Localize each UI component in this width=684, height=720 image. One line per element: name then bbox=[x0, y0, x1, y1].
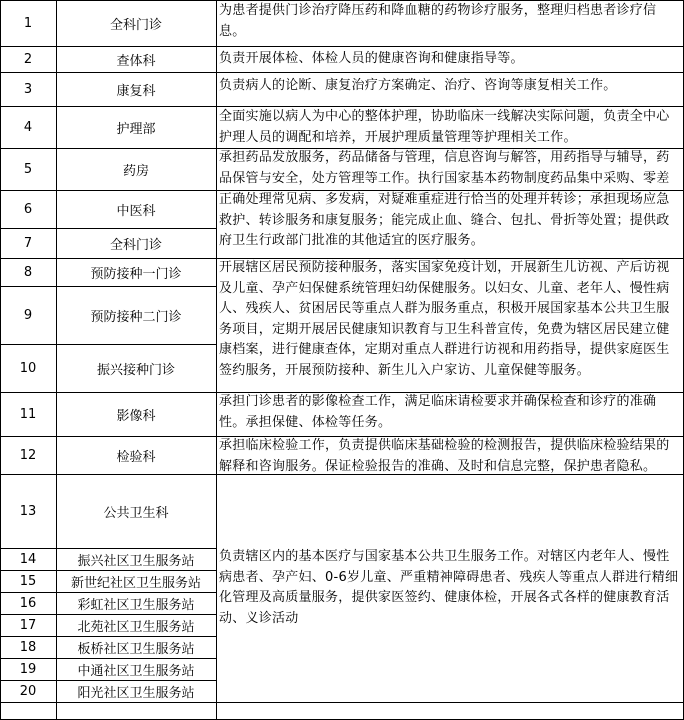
row-number: 6 bbox=[23, 201, 33, 217]
department-name: 全科门诊 bbox=[109, 17, 162, 33]
department-description: 为患者提供门诊治疗降压药和降血糖的药物诊疗服务，整理归档患者诊疗信息。 bbox=[219, 3, 657, 39]
department-name: 板桥社区卫生服务站 bbox=[77, 641, 195, 657]
grid-line bbox=[0, 636, 217, 637]
department-name: 药房 bbox=[122, 163, 149, 179]
row-number: 17 bbox=[19, 617, 37, 633]
row-number: 15 bbox=[19, 573, 37, 589]
department-name: 全科门诊 bbox=[109, 237, 162, 253]
department-name: 影像科 bbox=[116, 408, 156, 424]
department-description: 承担药品发放服务，药品储备与管理，信息咨询与解答，用药指导与辅导，药品保管与安全，处方管理等工作。执行国家基本药物制度药品集中采购、零差 bbox=[219, 150, 670, 186]
grid-line bbox=[0, 392, 684, 393]
department-description: 负责开展体检、体检人员的健康咨询和健康指导等。 bbox=[219, 51, 524, 66]
department-description: 全面实施以病人为中心的整体护理，协助临床一线解决实际问题，负责全中心护理人员的调配和培养，开展护理质量管理等护理相关工作。 bbox=[219, 109, 670, 145]
row-number: 8 bbox=[23, 264, 33, 280]
row-number: 4 bbox=[23, 119, 33, 135]
row-number: 1 bbox=[23, 15, 33, 31]
grid-line bbox=[0, 106, 684, 107]
grid-line bbox=[0, 46, 684, 47]
grid-line bbox=[0, 548, 217, 549]
department-description: 负责辖区内的基本医疗与国家基本公共卫生服务工作。对辖区内老年人、慢性病患者、孕产妇、0-6岁儿童、严重精神障碍患者、残疾人等重点人群进行精细化管理及高质量服务，提供家医签约、健康体检，开展各式各样的健康教育活动、义诊活动 bbox=[219, 549, 679, 626]
grid-line bbox=[0, 0, 1, 720]
department-name: 预防接种一门诊 bbox=[90, 266, 182, 282]
department-name: 预防接种二门诊 bbox=[90, 309, 182, 325]
department-name: 新世纪社区卫生服务站 bbox=[70, 575, 201, 591]
department-description: 承担临床检验工作，负责提供临床基础检验的检测报告，提供临床检验结果的解释和咨询服务。保证检验报告的准确、及时和信息完整，保护患者隐私。 bbox=[219, 438, 670, 474]
department-name: 中通社区卫生服务站 bbox=[77, 663, 195, 679]
department-description: 开展辖区居民预防接种服务，落实国家免疫计划，开展新生儿访视、产后访视及儿童、孕产妇保健系统管理妇幼保健服务。以妇女、儿童、老年人、慢性病人、残疾人、贫困居民等重点人群为服务重点，积极开展国家基本公共卫生服务项目，定期开展居民健康知识教育与卫生科普宣传，免费为辖区居民建立健康档案，进行健康查体，定期对重点人群进行访视和用药指导，提供家庭医生签约服务，开展预防接种、新生儿入户家访、儿童保健等服务。 bbox=[219, 260, 670, 378]
grid-line bbox=[0, 258, 684, 259]
department-name: 检验科 bbox=[116, 449, 156, 465]
department-name: 北苑社区卫生服务站 bbox=[77, 619, 195, 635]
row-number: 12 bbox=[19, 447, 37, 463]
department-description: 正确处理常见病、多发病，对疑难重症进行恰当的处理并转诊；承担现场应急救护、转诊服务和康复服务；能完成止血、缝合、包扎、骨折等处置；提供政府卫生行政部门批准的其他适宜的医疗服务。 bbox=[219, 192, 670, 248]
grid-line bbox=[0, 570, 217, 571]
row-number: 3 bbox=[23, 81, 33, 97]
department-name: 阳光社区卫生服务站 bbox=[77, 685, 195, 701]
department-name: 公共卫生科 bbox=[103, 505, 169, 521]
grid-line bbox=[0, 344, 217, 345]
row-number: 14 bbox=[19, 551, 37, 567]
grid-line bbox=[0, 702, 684, 703]
grid-line bbox=[0, 436, 684, 437]
grid-line bbox=[0, 72, 684, 73]
department-description: 负责病人的论断、康复治疗方案确定、治疗、咨询等康复相关工作。 bbox=[219, 78, 617, 93]
department-name: 振兴接种门诊 bbox=[96, 362, 175, 378]
grid-line bbox=[0, 474, 684, 475]
grid-line bbox=[0, 148, 684, 149]
grid-line bbox=[0, 658, 217, 659]
grid-line bbox=[0, 286, 217, 287]
department-name: 中医科 bbox=[116, 203, 156, 219]
department-name: 查体科 bbox=[116, 53, 156, 69]
row-number: 16 bbox=[19, 595, 37, 611]
row-number: 10 bbox=[19, 360, 37, 376]
grid-line bbox=[0, 190, 684, 191]
row-number: 13 bbox=[19, 503, 37, 519]
row-number: 5 bbox=[23, 161, 33, 177]
department-name: 康复科 bbox=[116, 83, 156, 99]
row-number: 7 bbox=[23, 235, 33, 251]
row-number: 19 bbox=[19, 661, 37, 677]
row-number: 9 bbox=[23, 307, 33, 323]
row-number: 18 bbox=[19, 639, 37, 655]
department-name: 护理部 bbox=[116, 121, 156, 137]
row-number: 20 bbox=[19, 683, 37, 699]
department-description: 承担门诊患者的影像检查工作，满足临床请检要求并确保检查和诊疗的准确性。承担保健、体检等任务。 bbox=[219, 394, 657, 430]
row-number: 2 bbox=[23, 51, 33, 67]
grid-line bbox=[0, 680, 217, 681]
grid-line bbox=[216, 0, 217, 720]
grid-line bbox=[0, 228, 217, 229]
grid-line bbox=[0, 614, 217, 615]
grid-line bbox=[0, 0, 684, 1]
row-number: 11 bbox=[19, 406, 37, 422]
department-name: 振兴社区卫生服务站 bbox=[77, 553, 195, 569]
grid-line bbox=[0, 592, 217, 593]
grid-line bbox=[56, 0, 57, 720]
department-name: 彩虹社区卫生服务站 bbox=[77, 597, 195, 613]
